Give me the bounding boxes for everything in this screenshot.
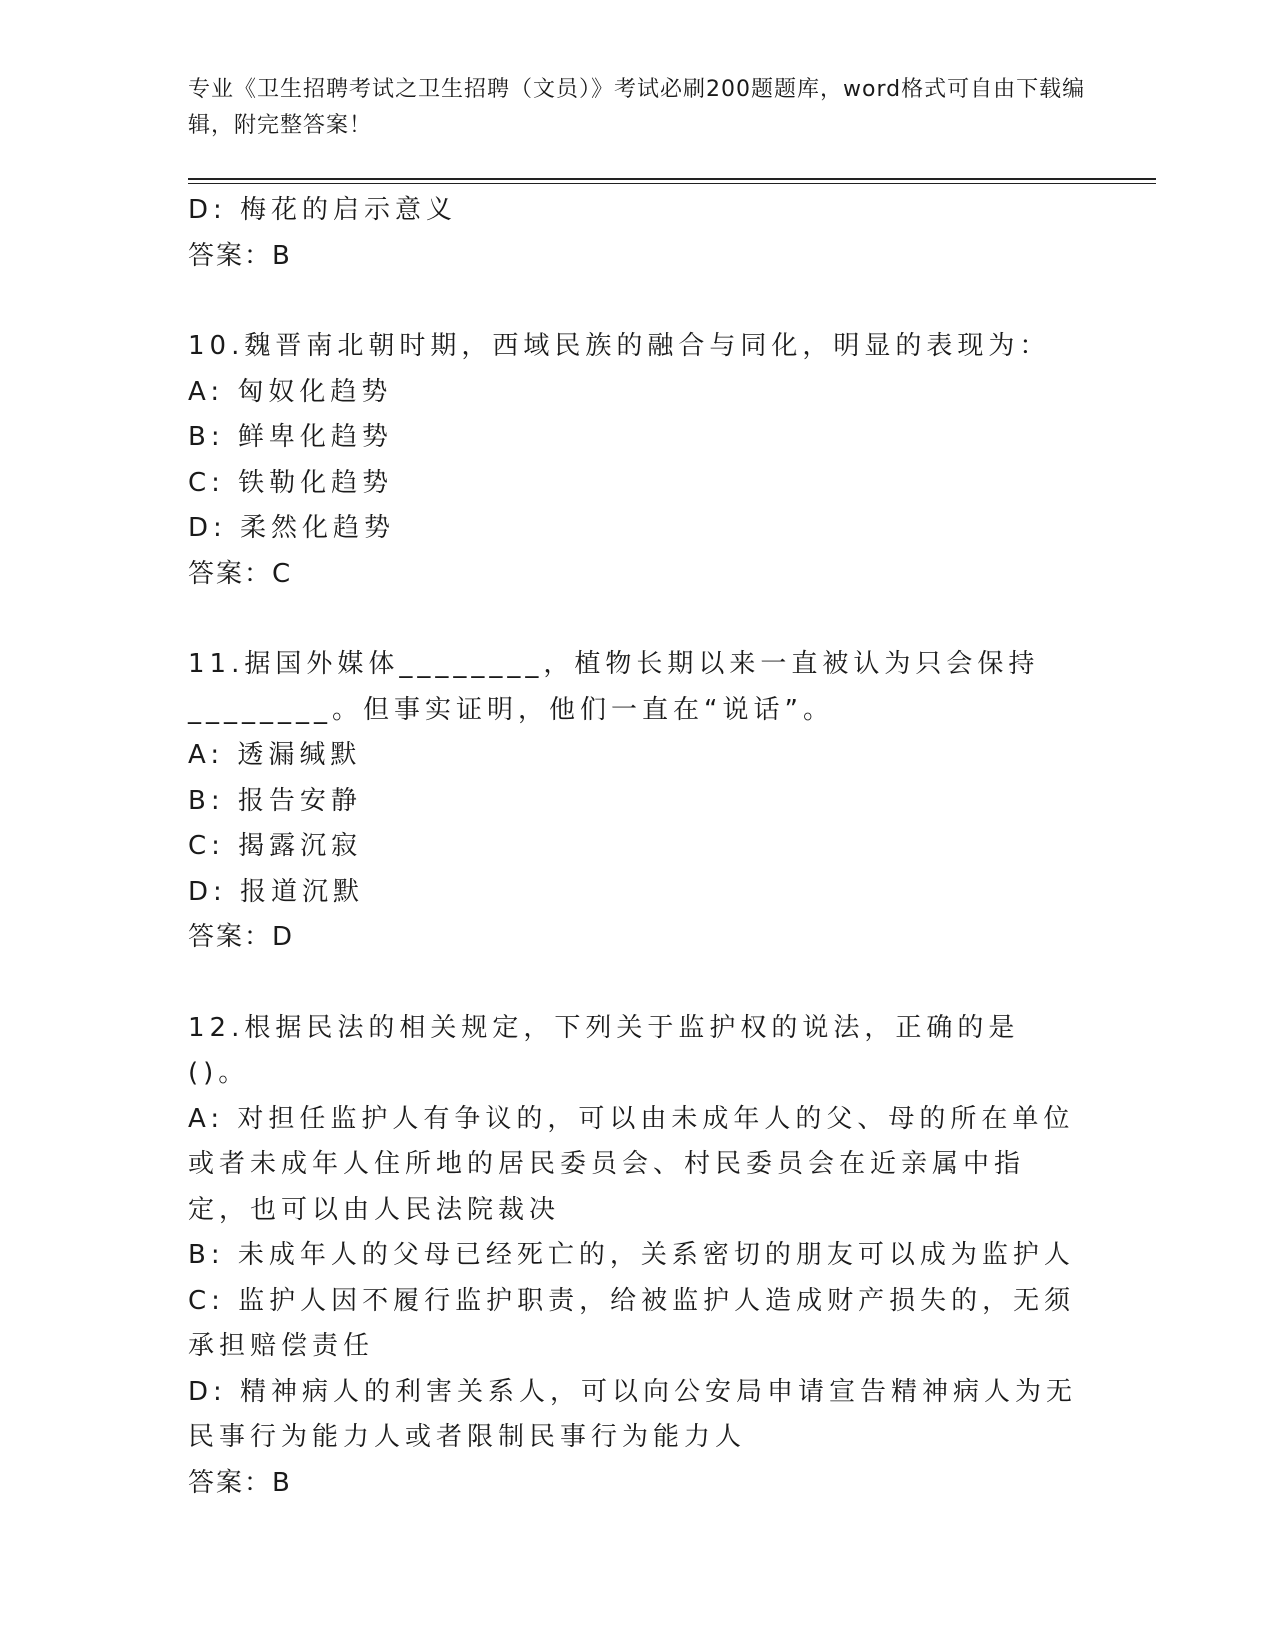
option-b: B: 鲜卑化趋势 [188, 422, 393, 452]
document-header: 专业《卫生招聘考试之卫生招聘（文员）》考试必刷200题题库，word格式可自由下载编辑，附完整答案！ [188, 77, 1086, 138]
option-c: C: 监护人因不履行监护职责，给被监护人造成财产损失的，无须承担赔偿责任 [188, 1285, 1076, 1361]
question-10 [188, 324, 1078, 597]
option-b: B: 报告安静 [188, 785, 362, 816]
answer: 答案：B [188, 1467, 292, 1498]
option-c: C: 揭露沉寂 [188, 831, 363, 861]
question-stem: 11.据国外媒体________，植物长期以来一直被认为只会保持________。但事实证明，他们一直在“说话”。 [188, 649, 1040, 725]
option-d: D: 梅花的启示意义 [188, 195, 458, 225]
option-d: D: 报道沉默 [188, 876, 365, 907]
option-a: A: 对担任监护人有争议的，可以由未成年人的父、母的所在单位或者未成年人住所地的居民委员会、村民委员会在近亲属中指定，也可以由人民法院裁决 [188, 1103, 1075, 1225]
question-stem: 12.根据民法的相关规定，下列关于监护权的说法，正确的是()。 [188, 1012, 1020, 1088]
question-11 [188, 642, 1078, 961]
option-c: C: 铁勒化趋势 [188, 467, 394, 498]
option-d: D: 柔然化趋势 [188, 513, 396, 543]
question-12 [188, 1006, 1078, 1507]
document-body [188, 188, 1078, 1506]
header-divider-thick [188, 178, 1156, 180]
answer: 答案：C [188, 558, 293, 589]
option-a: A: 透漏缄默 [188, 740, 362, 770]
option-b: B: 未成年人的父母已经死亡的，关系密切的朋友可以成为监护人 [188, 1240, 1075, 1270]
answer: 答案：B [188, 240, 292, 271]
continued-question [188, 188, 1078, 279]
header-divider-thin [188, 183, 1156, 184]
option-a: A: 匈奴化趋势 [188, 376, 393, 407]
option-d: D: 精神病人的利害关系人，可以向公安局申请宣告精神病人为无民事行为能力人或者限制民事行为能力人 [188, 1376, 1078, 1452]
answer: 答案：D [188, 922, 295, 952]
question-stem: 10.魏晋南北朝时期，西域民族的融合与同化，明显的表现为： [188, 331, 1051, 361]
